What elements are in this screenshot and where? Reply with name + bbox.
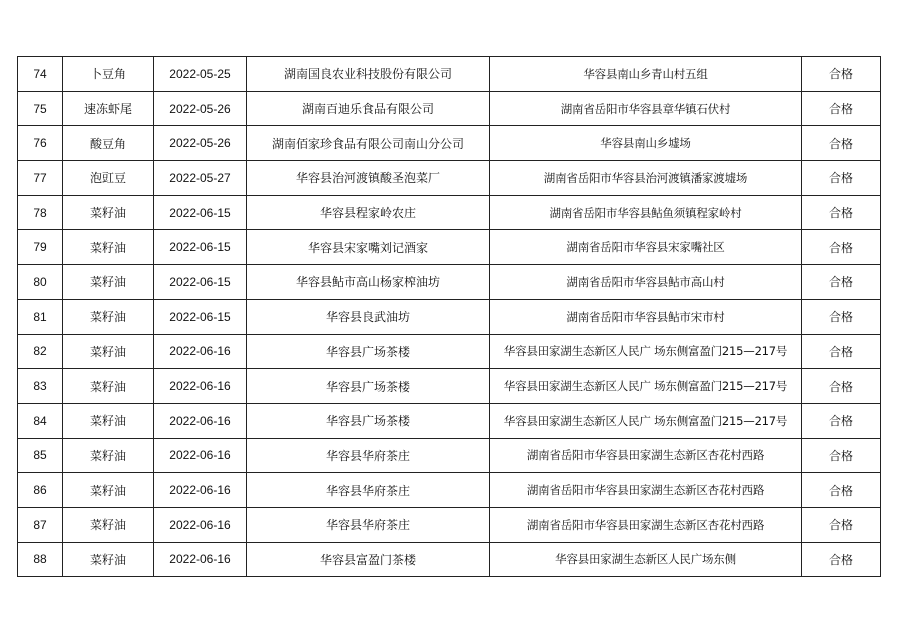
address-cell: 湖南省岳阳市华容县鲇市高山村 — [490, 265, 802, 300]
company-name-cell: 华容县宋家嘴刘记酒家 — [247, 230, 490, 265]
row-number-cell: 80 — [18, 265, 63, 300]
table-row — [18, 334, 881, 369]
row-number-cell: 74 — [18, 57, 63, 92]
table-row — [18, 473, 881, 508]
address-cell: 华容县田家湖生态新区人民广场东侧 — [490, 542, 802, 577]
table-body — [18, 57, 881, 577]
product-name-cell: 菜籽油 — [63, 334, 154, 369]
row-number-cell: 88 — [18, 542, 63, 577]
inspection-result-cell: 合格 — [802, 542, 881, 577]
inspection-result-cell: 合格 — [802, 473, 881, 508]
address-cell: 华容县田家湖生态新区人民广 场东侧富盈门215—217号 — [490, 403, 802, 438]
company-name-cell: 华容县华府茶庄 — [247, 507, 490, 542]
address-cell: 湖南省岳阳市华容县田家湖生态新区杏花村西路 — [490, 507, 802, 542]
production-date-cell: 2022-05-26 — [154, 91, 247, 126]
address-cell: 华容县田家湖生态新区人民广 场东侧富盈门215—217号 — [490, 334, 802, 369]
production-date-cell: 2022-05-26 — [154, 126, 247, 161]
company-name-cell: 华容县鲇市高山杨家榨油坊 — [247, 265, 490, 300]
address-cell: 华容县南山乡墟场 — [490, 126, 802, 161]
table-row — [18, 403, 881, 438]
row-number-cell: 81 — [18, 299, 63, 334]
production-date-cell: 2022-06-16 — [154, 542, 247, 577]
inspection-result-cell: 合格 — [802, 438, 881, 473]
company-name-cell: 华容县华府茶庄 — [247, 473, 490, 508]
inspection-table-container — [17, 56, 880, 577]
inspection-result-cell: 合格 — [802, 507, 881, 542]
company-name-cell: 华容县广场茶楼 — [247, 403, 490, 438]
production-date-cell: 2022-06-15 — [154, 265, 247, 300]
company-name-cell: 华容县广场茶楼 — [247, 334, 490, 369]
inspection-result-cell: 合格 — [802, 91, 881, 126]
inspection-result-cell: 合格 — [802, 334, 881, 369]
product-name-cell: 菜籽油 — [63, 403, 154, 438]
product-name-cell: 卜豆角 — [63, 57, 154, 92]
inspection-result-cell: 合格 — [802, 403, 881, 438]
production-date-cell: 2022-06-15 — [154, 195, 247, 230]
table-row — [18, 265, 881, 300]
product-name-cell: 酸豆角 — [63, 126, 154, 161]
production-date-cell: 2022-05-27 — [154, 161, 247, 196]
table-row — [18, 126, 881, 161]
inspection-result-cell: 合格 — [802, 161, 881, 196]
table-row — [18, 507, 881, 542]
address-cell: 华容县田家湖生态新区人民广 场东侧富盈门215—217号 — [490, 369, 802, 404]
address-cell: 华容县南山乡青山村五组 — [490, 57, 802, 92]
product-name-cell: 菜籽油 — [63, 542, 154, 577]
address-cell: 湖南省岳阳市华容县田家湖生态新区杏花村西路 — [490, 473, 802, 508]
production-date-cell: 2022-06-16 — [154, 369, 247, 404]
table-row — [18, 542, 881, 577]
company-name-cell: 湖南佰家珍食品有限公司南山分公司 — [247, 126, 490, 161]
production-date-cell: 2022-06-15 — [154, 230, 247, 265]
address-cell: 湖南省岳阳市华容县田家湖生态新区杏花村西路 — [490, 438, 802, 473]
company-name-cell: 湖南国良农业科技股份有限公司 — [247, 57, 490, 92]
product-name-cell: 菜籽油 — [63, 507, 154, 542]
row-number-cell: 77 — [18, 161, 63, 196]
company-name-cell: 华容县治河渡镇酸圣泡菜厂 — [247, 161, 490, 196]
product-name-cell: 菜籽油 — [63, 230, 154, 265]
table-row — [18, 91, 881, 126]
inspection-results-table — [17, 56, 881, 577]
table-row — [18, 161, 881, 196]
production-date-cell: 2022-06-16 — [154, 473, 247, 508]
inspection-result-cell: 合格 — [802, 299, 881, 334]
row-number-cell: 84 — [18, 403, 63, 438]
address-cell: 湖南省岳阳市华容县宋家嘴社区 — [490, 230, 802, 265]
table-row — [18, 230, 881, 265]
address-cell: 湖南省岳阳市华容县治河渡镇潘家渡墟场 — [490, 161, 802, 196]
row-number-cell: 76 — [18, 126, 63, 161]
inspection-result-cell: 合格 — [802, 230, 881, 265]
company-name-cell: 华容县华府茶庄 — [247, 438, 490, 473]
inspection-result-cell: 合格 — [802, 195, 881, 230]
address-cell: 湖南省岳阳市华容县章华镇石伏村 — [490, 91, 802, 126]
production-date-cell: 2022-06-15 — [154, 299, 247, 334]
row-number-cell: 87 — [18, 507, 63, 542]
production-date-cell: 2022-05-25 — [154, 57, 247, 92]
inspection-result-cell: 合格 — [802, 369, 881, 404]
address-cell: 湖南省岳阳市华容县鲇市宋市村 — [490, 299, 802, 334]
company-name-cell: 华容县良武油坊 — [247, 299, 490, 334]
row-number-cell: 85 — [18, 438, 63, 473]
table-row — [18, 299, 881, 334]
company-name-cell: 华容县程家岭农庄 — [247, 195, 490, 230]
company-name-cell: 华容县富盈门茶楼 — [247, 542, 490, 577]
table-row — [18, 369, 881, 404]
product-name-cell: 菜籽油 — [63, 438, 154, 473]
product-name-cell: 菜籽油 — [63, 299, 154, 334]
inspection-result-cell: 合格 — [802, 126, 881, 161]
inspection-result-cell: 合格 — [802, 57, 881, 92]
product-name-cell: 菜籽油 — [63, 195, 154, 230]
table-row — [18, 195, 881, 230]
table-row — [18, 57, 881, 92]
row-number-cell: 75 — [18, 91, 63, 126]
production-date-cell: 2022-06-16 — [154, 507, 247, 542]
row-number-cell: 79 — [18, 230, 63, 265]
company-name-cell: 湖南百迪乐食品有限公司 — [247, 91, 490, 126]
row-number-cell: 78 — [18, 195, 63, 230]
row-number-cell: 82 — [18, 334, 63, 369]
row-number-cell: 86 — [18, 473, 63, 508]
table-row — [18, 438, 881, 473]
inspection-result-cell: 合格 — [802, 265, 881, 300]
company-name-cell: 华容县广场茶楼 — [247, 369, 490, 404]
product-name-cell: 菜籽油 — [63, 369, 154, 404]
product-name-cell: 菜籽油 — [63, 265, 154, 300]
address-cell: 湖南省岳阳市华容县鲇鱼须镇程家岭村 — [490, 195, 802, 230]
product-name-cell: 泡豇豆 — [63, 161, 154, 196]
production-date-cell: 2022-06-16 — [154, 403, 247, 438]
row-number-cell: 83 — [18, 369, 63, 404]
production-date-cell: 2022-06-16 — [154, 438, 247, 473]
product-name-cell: 速冻虾尾 — [63, 91, 154, 126]
production-date-cell: 2022-06-16 — [154, 334, 247, 369]
product-name-cell: 菜籽油 — [63, 473, 154, 508]
